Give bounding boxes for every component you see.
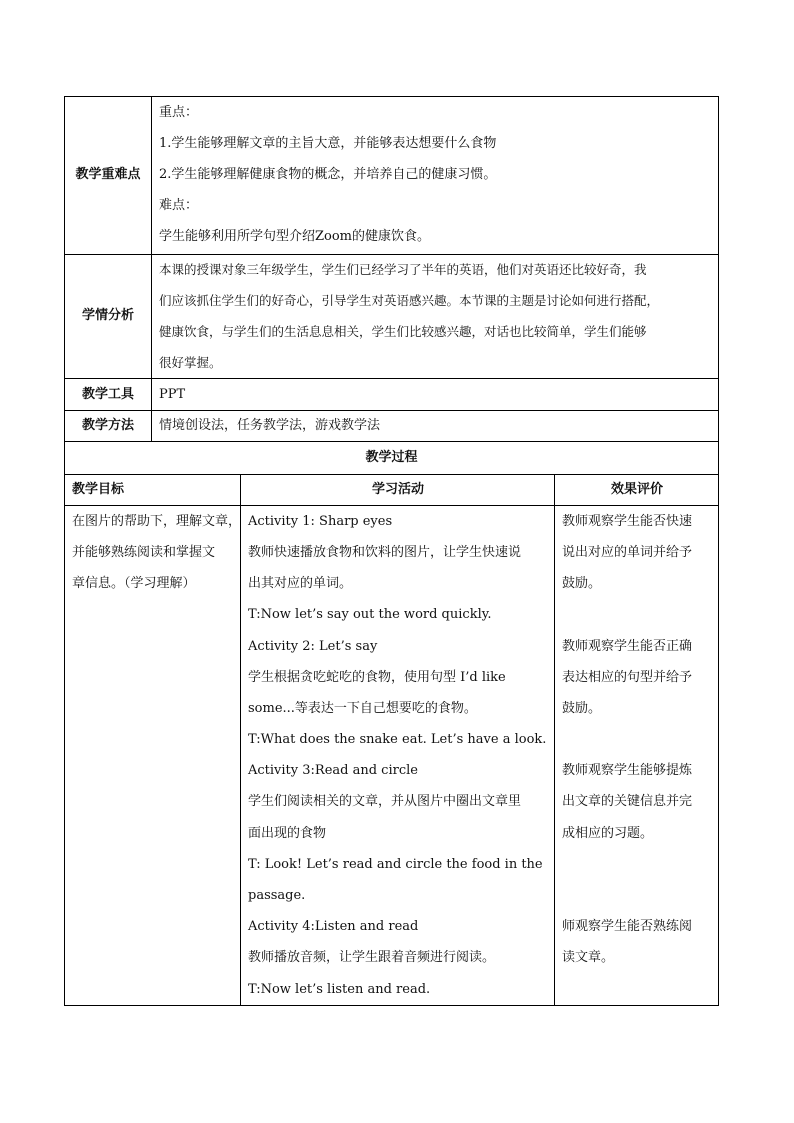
analysis-label: 学情分析 [81, 308, 134, 323]
methods-value: 情境创设法，任务教学法，游戏教学法 [159, 418, 381, 433]
tools-value: PPT [159, 387, 186, 402]
header-evaluation: 效果评价 [610, 482, 663, 497]
activity-line: 面出现的食物 [248, 826, 327, 841]
analysis-line: 健康饮食，与学生们的生活息息相关，学生们比较感兴趣，对话也比较简单，学生们能够 [159, 324, 647, 339]
goal-line: 并能够熟练阅读和掌握文 [72, 545, 216, 560]
row-divider-tools [64, 378, 719, 379]
goal-line: 章信息。（学习理解） [72, 576, 196, 591]
row-divider-process-title [64, 441, 719, 442]
activity-line: passage. [248, 888, 306, 903]
evaluation-line: 教师观察学生能够提炼 [562, 763, 693, 778]
header-goal: 教学目标 [72, 482, 125, 497]
activity-line: 出其对应的单词。 [248, 576, 353, 591]
activity-line: 教师播放音频，让学生跟着音频进行阅读。 [248, 950, 496, 965]
focus-line: 重点： [159, 105, 199, 120]
table-border-right [718, 96, 719, 1006]
evaluation-line: 鼓励。 [562, 576, 602, 591]
methods-label: 教学方法 [81, 418, 134, 433]
activity-line: 教师快速播放食物和饮料的图片，让学生快速说 [248, 545, 522, 560]
activity-line: T: Look! Let’s read and circle the food in the [248, 857, 543, 872]
activity-line: T:Now let’s listen and read. [248, 982, 431, 997]
goal-column-divider [240, 474, 241, 1006]
activity-line: Activity 1: Sharp eyes [248, 514, 393, 529]
activity-line: Activity 4:Listen and read [248, 919, 419, 934]
activity-line: T:Now let’s say out the word quickly. [248, 607, 492, 622]
activity-line: 学生根据贪吃蛇吃的食物，使用句型 I’d like [248, 670, 506, 685]
evaluation-line: 读文章。 [562, 950, 615, 965]
header-activity: 学习活动 [371, 482, 424, 497]
goal-line: 在图片的帮助下，理解文章， [72, 514, 242, 529]
row-divider-methods [64, 410, 719, 411]
focus-line: 1.学生能够理解文章的主旨大意，并能够表达想要什么食物 [159, 136, 497, 151]
analysis-line: 本课的授课对象三年级学生，学生们已经学习了半年的英语，他们对英语还比较好奇，我 [159, 262, 647, 277]
activity-line: 学生们阅读相关的文章，并从图片中圈出文章里 [248, 794, 522, 809]
activity-line: Activity 3:Read and circle [248, 763, 418, 778]
focus-label: 教学重难点 [75, 167, 141, 182]
evaluation-line: 成相应的习题。 [562, 826, 654, 841]
activity-line: T:What does the snake eat. Let’s have a look. [248, 732, 547, 747]
table-border-bottom [64, 1005, 719, 1006]
focus-line: 2.学生能够理解健康食物的概念，并培养自己的健康习惯。 [159, 167, 497, 182]
row-divider-process-headers [64, 474, 719, 475]
analysis-line: 很好掌握。 [159, 355, 222, 370]
row-divider-analysis [64, 254, 719, 255]
activity-line: some...等表达一下自己想要吃的食物。 [248, 701, 477, 716]
evaluation-line: 表达相应的句型并给予 [562, 670, 693, 685]
evaluation-line: 鼓励。 [562, 701, 602, 716]
tools-label: 教学工具 [81, 387, 134, 402]
focus-line: 难点： [159, 198, 199, 213]
evaluation-line: 师观察学生能否熟练阅 [562, 919, 693, 934]
evaluation-line: 教师观察学生能否正确 [562, 639, 693, 654]
table-border-top [64, 96, 719, 97]
analysis-line: 们应该抓住学生们的好奇心，引导学生对英语感兴趣。本节课的主题是讨论如何进行搭配， [159, 293, 660, 308]
focus-line: 学生能够利用所学句型介绍Zoom的健康饮食。 [159, 229, 431, 244]
evaluation-line: 教师观察学生能否快速 [562, 514, 693, 529]
evaluation-line: 说出对应的单词并给予 [562, 545, 693, 560]
evaluation-line: 出文章的关键信息并完 [562, 794, 693, 809]
row-divider-process-body [64, 505, 719, 506]
evaluation-column-divider [554, 474, 555, 1006]
table-border-left [64, 96, 65, 1006]
activity-line: Activity 2: Let’s say [248, 639, 378, 654]
process-title: 教学过程 [365, 450, 418, 465]
